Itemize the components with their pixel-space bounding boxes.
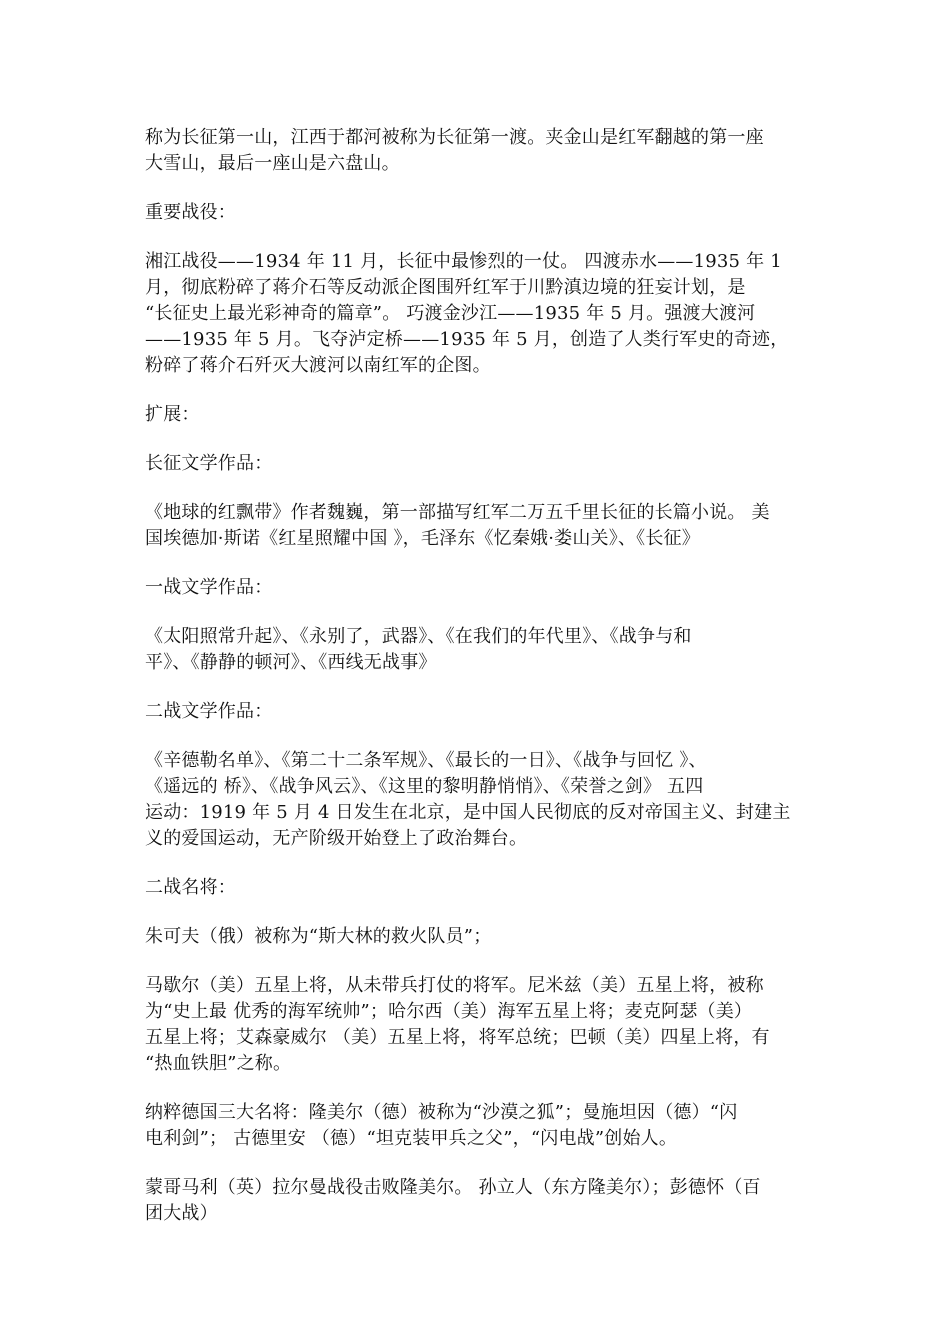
text-line: 《太阳照常升起》、《永别了，武器》、《在我们的年代里》、《战争与和: [145, 626, 692, 647]
text-line: 重要战役：: [145, 202, 236, 223]
text-line: “长征史上最光彩神奇的篇章”。 巧渡金沙江——1935 年 5 月。强渡大渡河: [145, 303, 756, 324]
paragraph: [145, 624, 815, 676]
text-line: 二战文学作品：: [145, 701, 273, 722]
paragraph: [145, 249, 815, 379]
text-line: 团大战）: [145, 1203, 218, 1224]
text-line: 义的爱国运动，无产阶级开始登上了政治舞台。: [145, 828, 528, 849]
text-line: ——1935 年 5 月。飞夺泸定桥——1935 年 5 月，创造了人类行军史的奇迹，: [145, 329, 789, 350]
text-line: 《地球的红飘带》作者魏巍，第一部描写红军二万五千里长征的长篇小说。 美: [145, 502, 770, 523]
text-line: 一战文学作品：: [145, 577, 273, 598]
paragraph: [145, 1100, 815, 1152]
section-heading: [145, 875, 815, 901]
text-line: 为“史上最 优秀的海军统帅”；哈尔西（美）海军五星上将；麦克阿瑟（美）: [145, 1001, 753, 1022]
text-line: 蒙哥马利（英）拉尔曼战役击败隆美尔。 孙立人（东方隆美尔）；彭德怀（百: [145, 1177, 761, 1198]
text-line: 马歇尔（美）五星上将，从未带兵打仗的将军。尼米兹（美）五星上将，被称: [145, 975, 764, 996]
text-line: 电利剑”； 古德里安 （德）“坦克装甲兵之父”，“闪电战”创始人。: [145, 1128, 678, 1149]
text-line: 纳粹德国三大名将：隆美尔（德）被称为“沙漠之狐”；曼施坦因（德）“闪: [145, 1102, 738, 1123]
text-line: 长征文学作品：: [145, 453, 273, 474]
section-heading: [145, 402, 815, 428]
text-line: 称为长征第一山，江西于都河被称为长征第一渡。夹金山是红军翻越的第一座: [145, 127, 764, 148]
section-heading: [145, 575, 815, 601]
text-line: 二战名将：: [145, 877, 236, 898]
text-line: 大雪山，最后一座山是六盘山。: [145, 153, 400, 174]
section-heading: [145, 451, 815, 477]
paragraph: [145, 500, 815, 552]
paragraph: [145, 748, 815, 852]
paragraph: [145, 125, 815, 177]
paragraph: [145, 924, 815, 950]
text-line: 粉碎了蒋介石歼灭大渡河以南红军的企图。: [145, 355, 491, 376]
paragraph: [145, 1175, 815, 1227]
section-heading: [145, 699, 815, 725]
section-heading: [145, 200, 815, 226]
document-page: [145, 125, 815, 1250]
text-line: 国埃德加·斯诺《红星照耀中国 》，毛泽东《忆秦娥·娄山关》、《长征》: [145, 528, 700, 549]
text-line: “热血铁胆”之称。: [145, 1053, 292, 1074]
paragraph: [145, 973, 815, 1077]
text-line: 《辛德勒名单》、《第二十二条军规》、《最长的一日》、《战争与回忆 》、: [145, 750, 707, 771]
text-line: 月，彻底粉碎了蒋介石等反动派企图围歼红军于川黔滇边境的狂妄计划，是: [145, 277, 746, 298]
text-line: 运动：1919 年 5 月 4 日发生在北京，是中国人民彻底的反对帝国主义、封建主: [145, 802, 791, 823]
text-line: 《遥远的 桥》、《战争风云》、《这里的黎明静悄悄》、《荣誉之剑》 五四: [145, 776, 704, 797]
text-line: 湘江战役——1934 年 11 月，长征中最惨烈的一仗。 四渡赤水——1935 年 1: [145, 251, 782, 272]
text-line: 五星上将；艾森豪威尔 （美）五星上将，将军总统；巴顿（美）四星上将，有: [145, 1027, 770, 1048]
text-line: 平》、《静静的顿河》、《西线无战事》: [145, 652, 437, 673]
text-line: 扩展：: [145, 404, 200, 425]
text-line: 朱可夫（俄）被称为“斯大林的救火队员”；: [145, 926, 492, 947]
